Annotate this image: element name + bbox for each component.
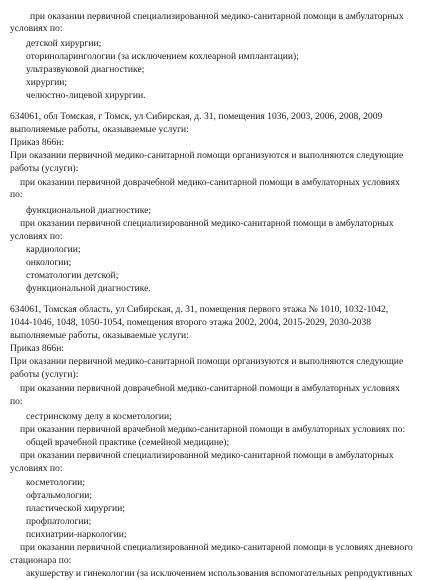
- text-line: пластической хирургии;: [26, 503, 125, 514]
- text-line: профпатологии;: [26, 516, 92, 527]
- text-line: условиях по:: [10, 463, 63, 474]
- text-line: акушерству и гинекологии (за исключением использования вспомогательных репродуктивных: [26, 568, 413, 579]
- text-line: по:: [10, 396, 23, 407]
- order-reference: Приказ 866н:: [10, 343, 65, 354]
- text-line: психиатрии-наркологии;: [26, 529, 127, 540]
- text-line: хирургии;: [26, 77, 68, 88]
- text-line: оториноларингологии (за исключением кохлеарной имплантации);: [26, 51, 299, 62]
- text-line: при оказании первичной специализированной медико-санитарной помощи в амбулаторных: [20, 450, 394, 461]
- text-line: при оказании первичной специализированной медико-санитарной помощи в условиях дневного: [20, 542, 413, 553]
- text-line: общей врачебной практике (семейной медицине);: [26, 437, 230, 448]
- address-line: 634061, Томская область, ул Сибирская, д. 31, помещения первого этажа № 1010, 1032-1042,: [10, 304, 389, 315]
- text-line: ультразвуковой диагностике;: [26, 64, 145, 75]
- text-line: при оказании первичной доврачебной медико-санитарной помощи в амбулаторных условиях: [20, 383, 400, 394]
- text-line: офтальмологии;: [26, 490, 93, 501]
- text-line: работы (услуги):: [10, 369, 79, 380]
- text-line: стационара по:: [10, 555, 72, 566]
- text-line: условиях по:: [10, 23, 63, 34]
- text-line: при оказании первичной специализированной медико-санитарной помощи в амбулаторных: [20, 218, 394, 229]
- text-line: при оказании первичной врачебной медико-санитарной помощи в амбулаторных условиях по:: [20, 424, 406, 435]
- text-line: косметологии;: [26, 477, 85, 488]
- address-line: 634061, обл Томская, г Томск, ул Сибирская, д. 31, помещения 1036, 2003, 2006, 2008, 2009: [10, 111, 383, 122]
- text-line: при оказании первичной доврачебной медико-санитарной помощи в амбулаторных условиях: [20, 177, 400, 188]
- text-line: сестринскому делу в косметологии;: [26, 411, 172, 422]
- address-line: 1044-1046, 1048, 1050-1054, помещения второго этажа 2002, 2004, 2015-2029, 2030-2038: [10, 317, 372, 328]
- text-line: выполняемые работы, оказываемые услуги:: [10, 330, 189, 341]
- text-line: стоматологии детской;: [26, 270, 119, 281]
- text-line: работы (услуги):: [10, 163, 79, 174]
- text-line: При оказании первичной медико-санитарной помощи организуются и выполняются следующие: [10, 356, 404, 367]
- text-line: выполняемые работы, оказываемые услуги:: [10, 124, 189, 135]
- order-reference: Приказ 866н:: [10, 137, 65, 148]
- text-line: онкологии;: [26, 257, 72, 268]
- text-line: кардиологии;: [26, 244, 81, 255]
- text-line: функциональной диагностике.: [26, 283, 151, 294]
- text-line: по:: [10, 189, 23, 200]
- text-line: условиях по:: [10, 231, 63, 242]
- text-line: челюстно-лицевой хирургии.: [26, 90, 146, 101]
- text-line: детской хирургии;: [26, 38, 102, 49]
- text-line: При оказании первичной медико-санитарной помощи организуются и выполняются следующие: [10, 150, 404, 161]
- text-line: функциональной диагностике;: [26, 205, 152, 216]
- text-line: при оказании первичной специализированной медико-санитарной помощи в амбулаторных: [30, 11, 404, 22]
